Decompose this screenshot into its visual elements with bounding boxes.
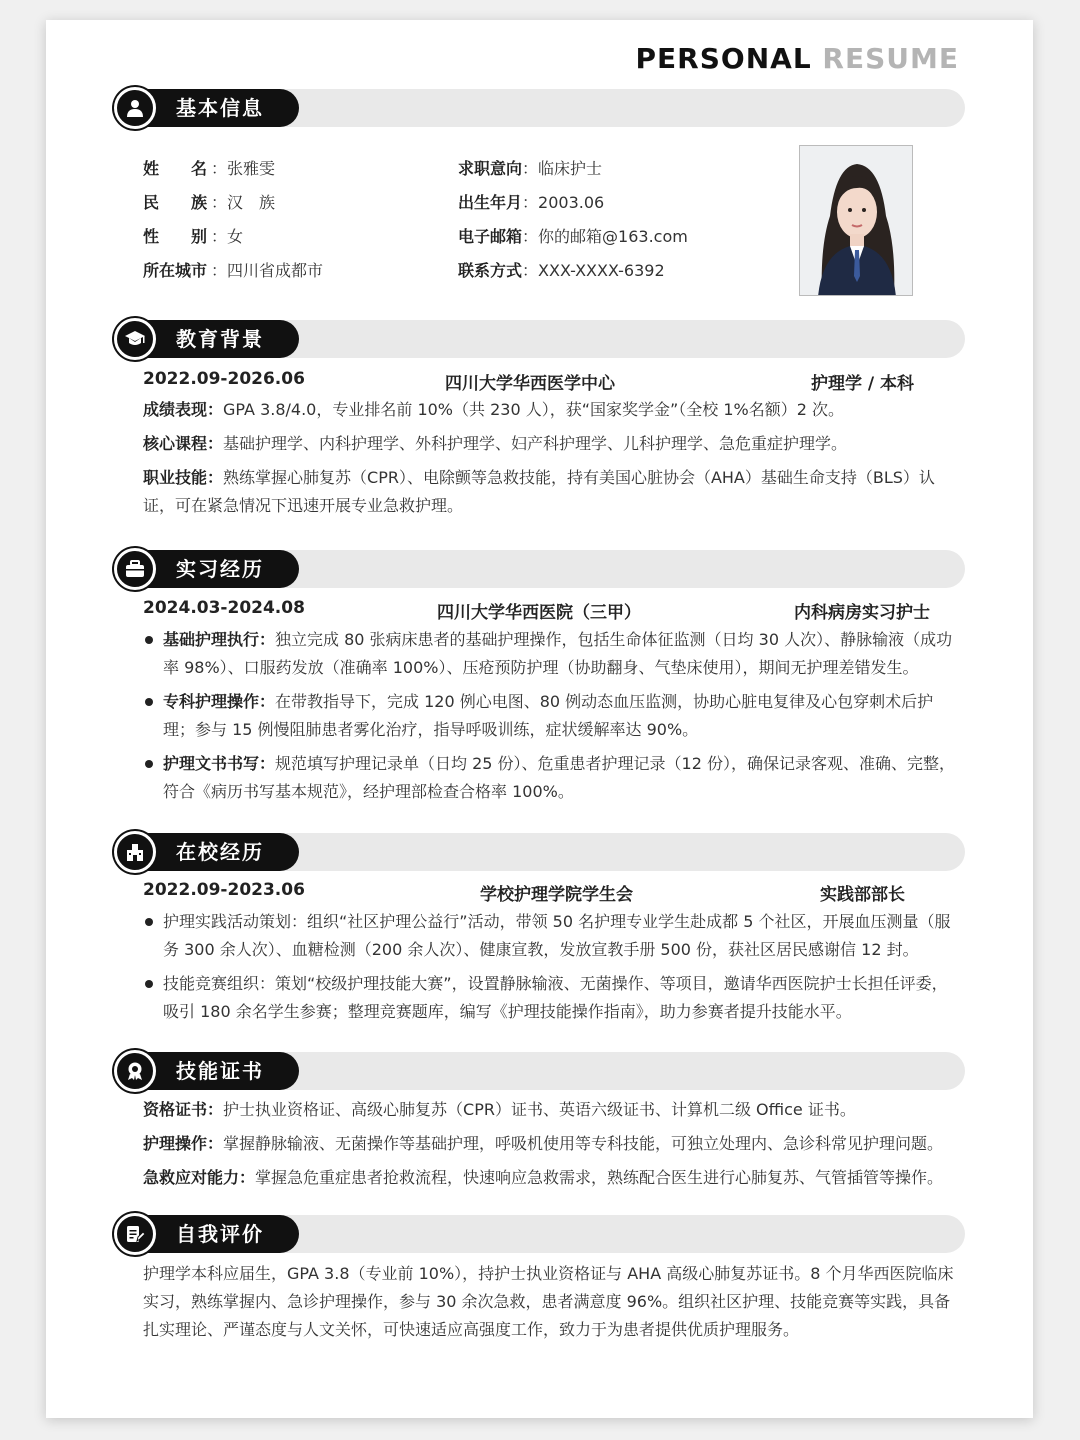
resume-paper (46, 20, 1033, 1418)
list-item: 急救应对能力：掌握急危重症患者抢救流程，快速响应急救需求，熟练配合医生进行心肺复苏、气管插管等操作。 (143, 1168, 944, 1187)
education-date: 2022.09-2026.06 (143, 369, 305, 389)
info-intent: 求职意向：临床护士 (458, 159, 603, 178)
campus-header-row (143, 880, 933, 906)
internship-role: 内科病房实习护士 (794, 603, 930, 623)
list-item: 核心课程：基础护理学、内科护理学、外科护理学、妇产科护理学、儿科护理学、急危重症护理学。 (143, 434, 848, 453)
info-city: 所在城市 ：四川省成都市 (143, 261, 324, 280)
resume-title (636, 42, 959, 75)
section-skills-header (114, 1052, 965, 1090)
edit-note-icon (114, 1213, 156, 1255)
building-icon (114, 831, 156, 873)
section-title: 技能证书 (176, 1059, 264, 1083)
education-details (143, 396, 959, 520)
internship-date: 2024.03-2024.08 (143, 598, 305, 618)
info-gender: 性 别 ：女 (143, 227, 244, 246)
section-title: 自我评价 (176, 1222, 264, 1246)
info-name: 姓 名 ：张雅雯 (143, 159, 276, 178)
briefcase-icon (114, 548, 156, 590)
list-item: 职业技能：熟练掌握心肺复苏（CPR）、电除颤等急救技能，持有美国心脏协会（AHA）基础生命支持（BLS）认证，可在紧急情况下迅速开展专业急救护理。 (143, 468, 935, 515)
info-birth: 出生年月：2003.06 (458, 193, 605, 212)
info-ethnic: 民 族 ：汉 族 (143, 193, 276, 212)
education-header-row (143, 369, 933, 395)
info-phone: 联系方式：XXX-XXXX-6392 (458, 261, 665, 280)
internship-org: 四川大学华西医院（三甲） (437, 603, 641, 623)
self-evaluation (143, 1260, 961, 1344)
list-item: 技能竞赛组织：策划“校级护理技能大赛”，设置静脉输液、无菌操作、等项目，邀请华西医院护士长担任评委，吸引 180 余名学生参赛；整理竞赛题库，编写《护理技能操作指南》，助力参赛者提升技能水平。 (143, 970, 963, 1026)
info-email: 电子邮箱：你的邮箱@163.com (458, 227, 688, 246)
internship-details (143, 626, 963, 806)
section-internship-header (114, 550, 965, 588)
profile-photo (799, 145, 913, 296)
person-icon (114, 87, 156, 129)
campus-role: 实践部部长 (820, 885, 905, 905)
section-title: 基本信息 (176, 96, 264, 120)
campus-date: 2022.09-2023.06 (143, 880, 305, 900)
self-evaluation-text: 护理学本科应届生，GPA 3.8（专业前 10%），持护士执业资格证与 AHA 高级心肺复苏证书。8 个月华西医院临床实习，熟练掌握内、急诊护理操作，参与 30 余次急救，患者满意度 96%。组织社区护理、技能竞赛等实践，具备扎实理论、严谨态度与人文关怀，可快速适应高强度工作，致力于为患者提供优质护理服务。 (143, 1264, 954, 1339)
award-icon (114, 1050, 156, 1092)
title-part2: RESUME (822, 42, 959, 75)
list-item: 护理实践活动策划：组织“社区护理公益行”活动，带领 50 名护理专业学生赴成都 5 个社区，开展血压测量（服务 300 余人次）、血糖检测（200 余人次）、健康宣教，发放宣教手册 500 份，获社区居民感谢信 12 封。 (143, 908, 963, 964)
section-title: 实习经历 (176, 557, 264, 581)
graduation-cap-icon (114, 318, 156, 360)
education-major: 护理学 / 本科 (811, 374, 915, 394)
section-education-header (114, 320, 965, 358)
education-school: 四川大学华西医学中心 (445, 374, 615, 394)
internship-header-row (143, 598, 933, 624)
list-item: 资格证书：护士执业资格证、高级心肺复苏（CPR）证书、英语六级证书、计算机二级 Office 证书。 (143, 1100, 856, 1119)
skills-details (143, 1096, 963, 1192)
section-title: 教育背景 (176, 327, 264, 351)
campus-details (143, 908, 963, 1026)
section-title: 在校经历 (176, 840, 264, 864)
section-basic-header (114, 89, 965, 127)
section-self-header (114, 1215, 965, 1253)
list-item: 专科护理操作：在带教指导下，完成 120 例心电图、80 例动态血压监测，协助心脏电复律及心包穿刺术后护理；参与 15 例慢阻肺患者雾化治疗，指导呼吸训练，症状缓解率达 90%。 (143, 688, 963, 744)
list-item: 成绩表现：GPA 3.8/4.0，专业排名前 10%（共 230 人），获“国家奖学金”（全校 1%名额）2 次。 (143, 400, 845, 419)
list-item: 护理文书书写：规范填写护理记录单（日均 25 份）、危重患者护理记录（12 份），确保记录客观、准确、完整，符合《病历书写基本规范》，经护理部检查合格率 100%。 (143, 750, 963, 806)
title-part1: PERSONAL (635, 42, 812, 75)
campus-org: 学校护理学院学生会 (480, 885, 633, 905)
list-item: 基础护理执行：独立完成 80 张病床患者的基础护理操作，包括生命体征监测（日均 30 人次）、静脉输液（成功率 98%）、口服药发放（准确率 100%）、压疮预防护理（协助翻身、气垫床使用），期间无护理差错发生。 (143, 626, 963, 682)
section-campus-header (114, 833, 965, 871)
list-item: 护理操作：掌握静脉输液、无菌操作等基础护理，呼吸机使用等专科技能，可独立处理内、急诊科常见护理问题。 (143, 1134, 944, 1153)
